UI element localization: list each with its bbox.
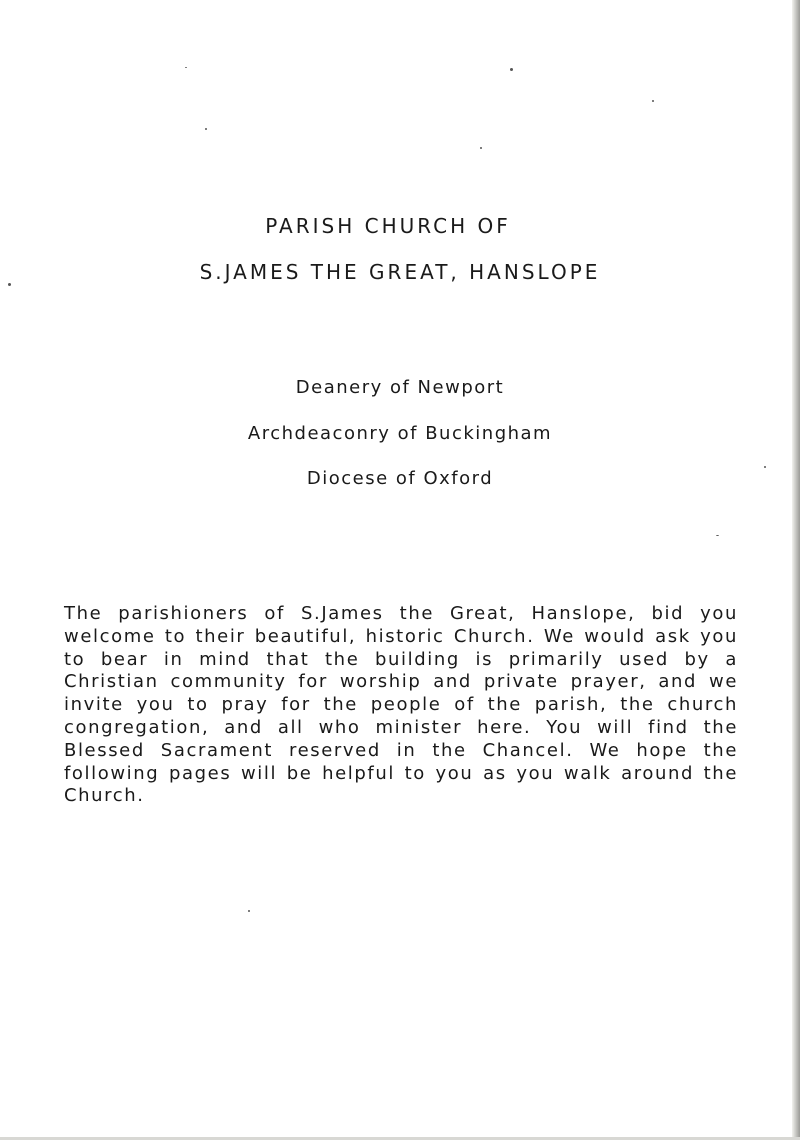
scan-speck xyxy=(248,910,250,912)
scan-speck xyxy=(8,283,11,286)
archdeaconry-line: Archdeaconry of Buckingham xyxy=(247,423,553,444)
scan-speck xyxy=(764,466,766,468)
scan-speck xyxy=(480,147,482,149)
scan-speck xyxy=(716,535,719,536)
scan-speck xyxy=(652,100,654,102)
heading-line-2: S.JAMES THE GREAT, HANSLOPE xyxy=(199,260,601,284)
scan-speck xyxy=(185,67,187,68)
deanery-line: Deanery of Newport xyxy=(295,377,505,398)
page-edge-shadow xyxy=(792,0,800,1140)
scan-speck xyxy=(510,68,513,71)
diocese-line: Diocese of Oxford xyxy=(306,468,494,489)
scan-speck xyxy=(205,128,207,130)
welcome-paragraph: The parishioners of S.James the Great, Hanslope, bid you welcome to their beautiful, historic Church. We would ask you to bear in mind that the building is primarily used by a Christian community for worship and private prayer, and we invite you to pray for the people of the parish, the church congregation, and all who minister here. You will find the Blessed Sacrament reserved in the Chancel. We hope the following pages will be helpful to you as you walk around the Church. xyxy=(64,603,738,807)
heading-line-1: PARISH CHURCH OF xyxy=(265,214,511,238)
